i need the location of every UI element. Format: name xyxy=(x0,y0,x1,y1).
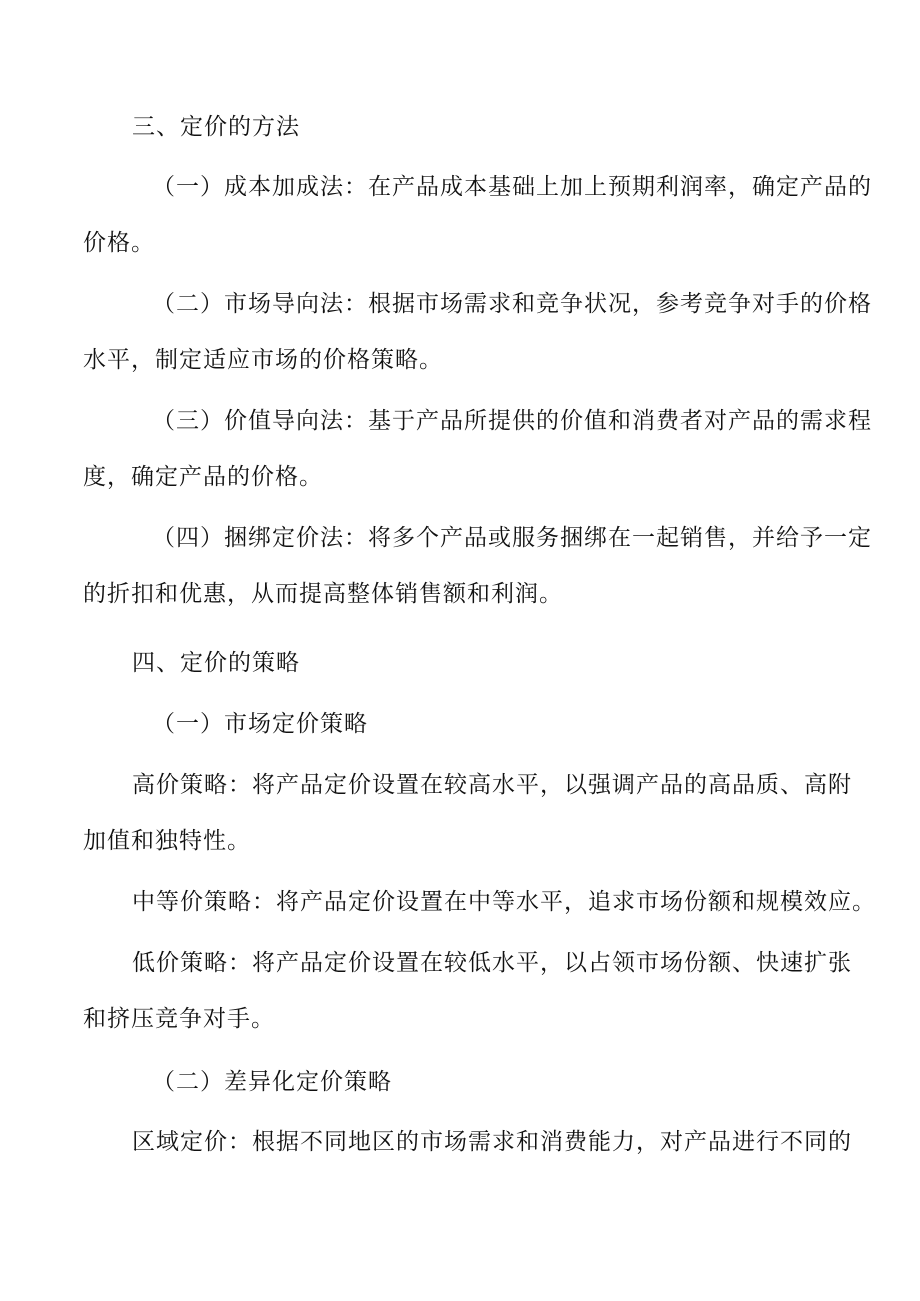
paragraph-line: 水平，制定适应市场的价格策略。 xyxy=(83,347,443,373)
paragraph-line: 的折扣和优惠，从而提高整体销售额和利润。 xyxy=(83,581,563,607)
paragraph-line: 高价策略：将产品定价设置在较高水平，以强调产品的高品质、高附 xyxy=(132,772,852,798)
paragraph-line: （四）捆绑定价法：将多个产品或服务捆绑在一起销售，并给予一定 xyxy=(152,525,872,551)
paragraph-line: （三）价值导向法：基于产品所提供的价值和消费者对产品的需求程 xyxy=(152,408,872,434)
paragraph-line: 区域定价：根据不同地区的市场需求和消费能力，对产品进行不同的 xyxy=(132,1129,852,1155)
paragraph-line: 中等价策略：将产品定价设置在中等水平，追求市场份额和规模效应。 xyxy=(132,889,876,915)
paragraph-line: 价格。 xyxy=(83,230,155,256)
paragraph-line: 加值和独特性。 xyxy=(83,828,251,854)
paragraph-line: （一）成本加成法：在产品成本基础上加上预期利润率，确定产品的 xyxy=(152,174,872,200)
section-heading-pricing-methods: 三、定价的方法 xyxy=(132,114,300,140)
subsection-heading: （二）差异化定价策略 xyxy=(152,1069,392,1095)
subsection-heading: （一）市场定价策略 xyxy=(152,711,368,737)
paragraph-line: 度，确定产品的价格。 xyxy=(83,464,323,490)
section-heading-pricing-strategies: 四、定价的策略 xyxy=(132,650,300,676)
paragraph-line: 和挤压竞争对手。 xyxy=(83,1006,275,1032)
paragraph-line: （二）市场导向法：根据市场需求和竞争状况，参考竞争对手的价格 xyxy=(152,291,872,317)
paragraph-line: 低价策略：将产品定价设置在较低水平，以占领市场份额、快速扩张 xyxy=(132,950,852,976)
